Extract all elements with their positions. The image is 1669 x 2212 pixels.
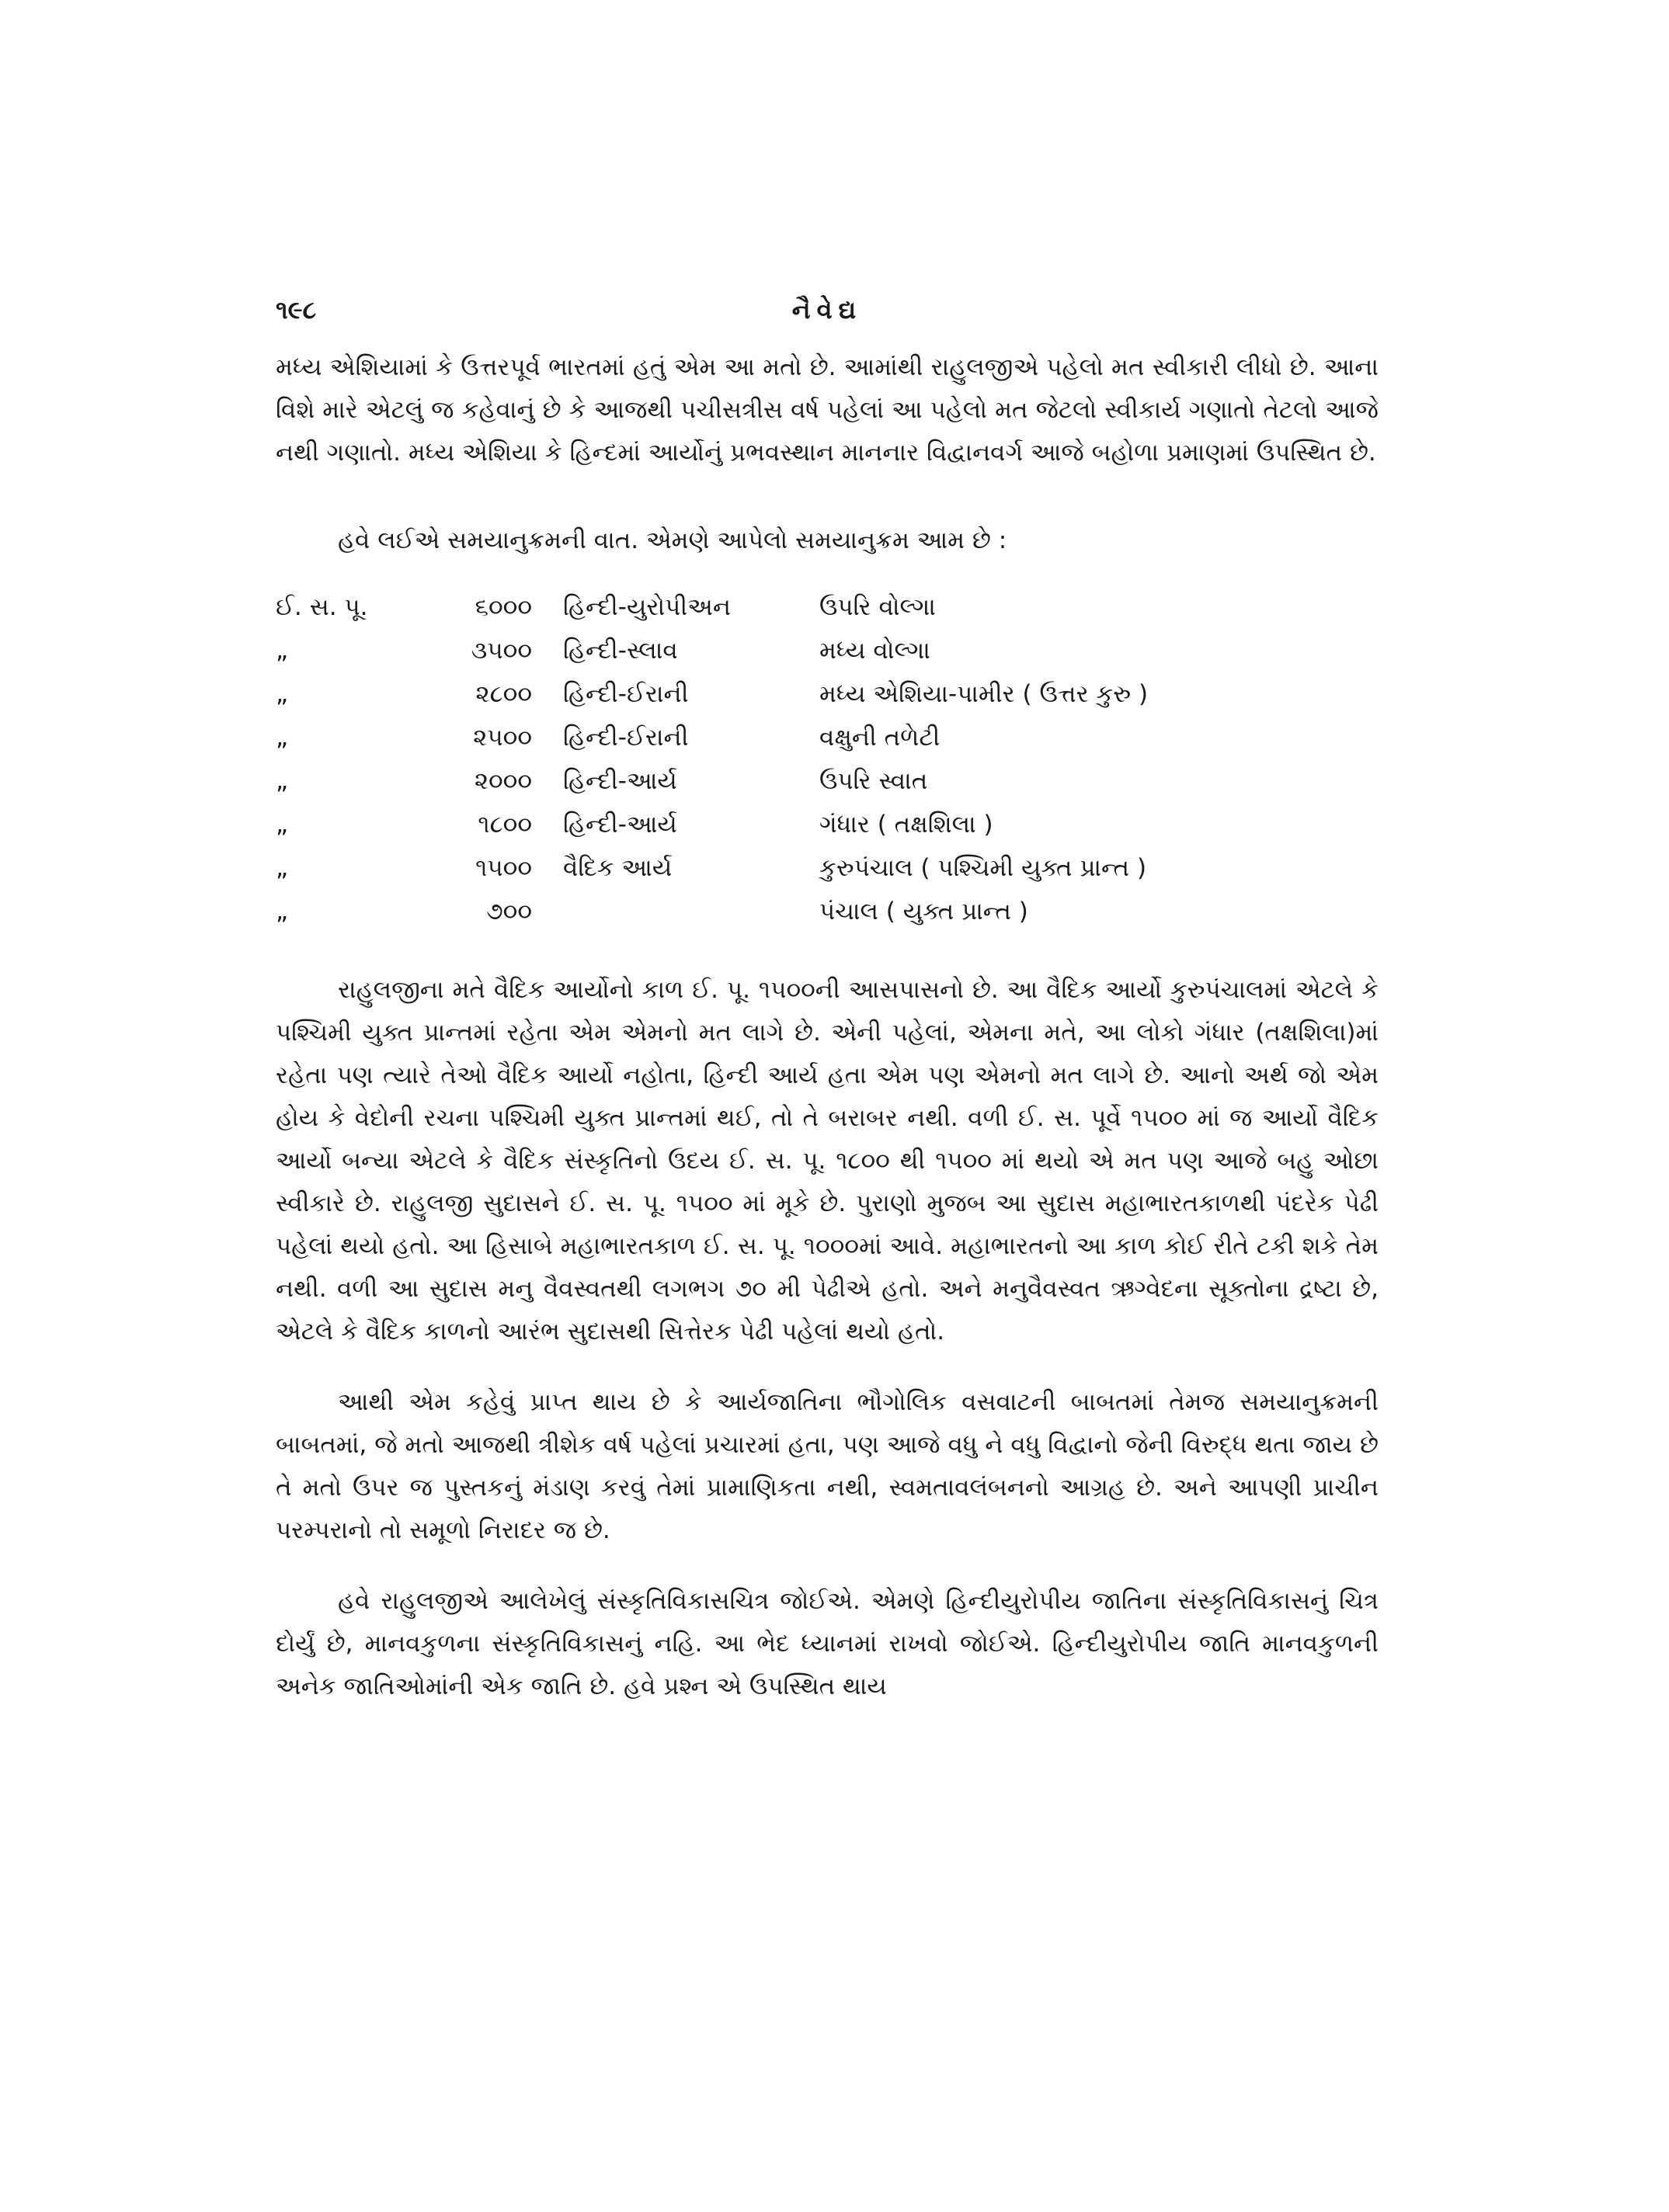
place-cell: મધ્ય વોલ્ગા: [819, 637, 930, 665]
chronology-row: [276, 767, 1379, 811]
paragraph-culture-chart: હવે રાહુલજીએ આલેખેલું સંસ્કૃતિવિકાસચિત્ર જોઈએ. એમણે હિન્દીયુરોપીય જાતિના સંસ્કૃતિવિકાસનું ચિત્ર દોર્યું છે, માનવકુળના સંસ્કૃતિવિકાસનું નહિ. આ ભેદ ધ્યાનમાં રાખવો જોઈએ. હિન્દીયુરોપીય જાતિ માનવકુળની અનેક જાતિઓમાંની એક જાતિ છે. હવે પ્રશ્ન એ ઉપસ્થિત થાય: [276, 1587, 1379, 1700]
year-cell: ૧૫૦૦: [475, 854, 532, 882]
era-cell: „: [276, 724, 289, 752]
book-title: નૈવેદ્ય: [791, 295, 863, 325]
branch-cell: હિન્દી-આર્ય: [563, 767, 677, 795]
era-cell: „: [276, 680, 289, 708]
branch-cell: હિન્દી-આર્ય: [563, 811, 677, 839]
year-cell: ૨૮૦૦: [475, 680, 532, 708]
branch-cell: હિન્દી-ઈરાની: [563, 680, 689, 708]
chronology-table: [276, 593, 1379, 941]
paragraph-chronology-intro: હવે લઈએ સમયાનુક્રમની વાત. એમણે આપેલો સમયાનુક્રમ આમ છે :: [338, 526, 1007, 554]
chronology-row: [276, 854, 1379, 898]
place-cell: વક્ષુની તળેટી: [819, 724, 941, 752]
era-cell: ઈ. સ. પૂ.: [276, 593, 368, 621]
year-cell: ૧૮૦૦: [478, 811, 532, 839]
place-cell: ઉપરિ વોલ્ગા: [819, 593, 936, 621]
year-cell: ૨૫૦૦: [473, 724, 532, 752]
place-cell: ઉપરિ સ્વાત: [819, 767, 928, 795]
branch-cell: હિન્દી-ઈરાની: [563, 724, 689, 752]
era-cell: „: [276, 767, 289, 795]
year-cell: ૨૦૦૦: [474, 767, 532, 795]
running-head: [276, 295, 1379, 342]
year-cell: ૭૦૦: [486, 898, 532, 925]
chronology-row: [276, 593, 1379, 637]
place-cell: મધ્ય એશિયા-પામીર ( ઉત્તર કુરુ ): [819, 680, 1149, 708]
chronology-row: [276, 724, 1379, 767]
paragraph-origin-views: મધ્ય એશિયામાં કે ઉત્તરપૂર્વ ભારતમાં હતું એમ આ મતો છે. આમાંથી રાહુલજીએ પહેલો મત સ્વીકારી લીધો છે. આના વિશે મારે એટલું જ કહેવાનું છે કે આજથી પચીસત્રીસ વર્ષ પહેલાં આ પહેલો મત જેટલો સ્વીકાર્ય ગણાતો તેટલો આજે નથી ગણાતો. મધ્ય એશિયા કે હિન્દમાં આર્યોનું પ્રભવસ્થાન માનનાર વિદ્વાનવર્ગ આજે બહોળા પ્રમાણમાં ઉપસ્થિત છે.: [276, 353, 1379, 467]
place-cell: પંચાલ ( યુક્ત પ્રાન્ત ): [819, 898, 1028, 925]
era-cell: „: [276, 854, 289, 882]
paragraph-conclusion: આથી એમ કહેવું પ્રાપ્ત થાય છે કે આર્યજાતિના ભૌગોલિક વસવાટની બાબતમાં તેમજ સમયાનુક્રમની બાબતમાં, જે મતો આજથી ત્રીશેક વર્ષ પહેલાં પ્રચારમાં હતા, પણ આજે વધુ ને વધુ વિદ્વાનો જેની વિરુદ્ધ થતા જાય છે તે મતો ઉપર જ પુસ્તકનું મંડાણ કરવું તેમાં પ્રામાણિકતા નથી, સ્વમતાવલંબનનો આગ્રહ છે. અને આપણી પ્રાચીન પરમ્પરાનો તો સમૂળો નિરાદર જ છે.: [276, 1388, 1379, 1544]
place-cell: ગંધાર ( તક્ષશિલા ): [819, 811, 993, 839]
era-cell: „: [276, 811, 289, 839]
branch-cell: હિન્દી-યુરોપીઅન: [563, 593, 731, 621]
era-cell: „: [276, 898, 289, 925]
branch-cell: વૈદિક આર્ય: [563, 854, 673, 882]
paragraph-vedic-period: રાહુલજીના મતે વૈદિક આર્યોનો કાળ ઈ. પૂ. ૧૫૦૦ની આસપાસનો છે. આ વૈદિક આર્યો કુરુપંચાલમાં એટલે કે પશ્ચિમી યુક્ત પ્રાન્તમાં રહેતા એમ એમનો મત લાગે છે. એની પહેલાં, એમના મતે, આ લોકો ગંધાર (તક્ષશિલા)માં રહેતા પણ ત્યારે તેઓ વૈદિક આર્યો નહોતા, હિન્દી આર્ય હતા એમ પણ એમનો મત લાગે છે. આનો અર્થ જો એમ હોય કે વેદોની રચના પશ્ચિમી યુક્ત પ્રાન્તમાં થઈ, તો તે બરાબર નથી. વળી ઈ. સ. પૂર્વે ૧૫૦૦ માં જ આર્યો વૈદિક આર્યો બન્યા એટલે કે વૈદિક સંસ્કૃતિનો ઉદય ઈ. સ. પૂ. ૧૮૦૦ થી ૧૫૦૦ માં થયો એ મત પણ આજે બહુ ઓછા સ્વીકારે છે. રાહુલજી સુદાસને ઈ. સ. પૂ. ૧૫૦૦ માં મૂકે છે. પુરાણો મુજબ આ સુદાસ મહાભારતકાળથી પંદરેક પેઢી પહેલાં થયો હતો. આ હિસાબે મહાભારતકાળ ઈ. સ. પૂ. ૧૦૦૦માં આવે. મહાભારતનો આ કાળ કોઈ રીતે ટકી શકે તેમ નથી. વળી આ સુદાસ મનુ વૈવસ્વતથી લગભગ ૭૦ મી પેઢીએ હતો. અને મનુવૈવસ્વત ઋગ્વેદના સૂક્તોના દ્રષ્ટા છે, એટલે કે વૈદિક કાળનો આરંભ સુદાસથી સિત્તેરક પેઢી પહેલાં થયો હતો.: [276, 976, 1379, 1346]
year-cell: ૩૫૦૦: [471, 637, 532, 665]
chronology-row: [276, 898, 1379, 941]
page-number: ૧૯૮: [276, 295, 317, 325]
place-cell: કુરુપંચાલ ( પશ્ચિમી યુક્ત પ્રાન્ત ): [819, 854, 1147, 882]
year-cell: ૬૦૦૦: [475, 593, 532, 621]
branch-cell: હિન્દી-સ્લાવ: [563, 637, 678, 665]
era-cell: „: [276, 637, 289, 665]
chronology-row: [276, 680, 1379, 724]
chronology-row: [276, 811, 1379, 854]
book-page: [276, 295, 1379, 1708]
chronology-row: [276, 637, 1379, 680]
